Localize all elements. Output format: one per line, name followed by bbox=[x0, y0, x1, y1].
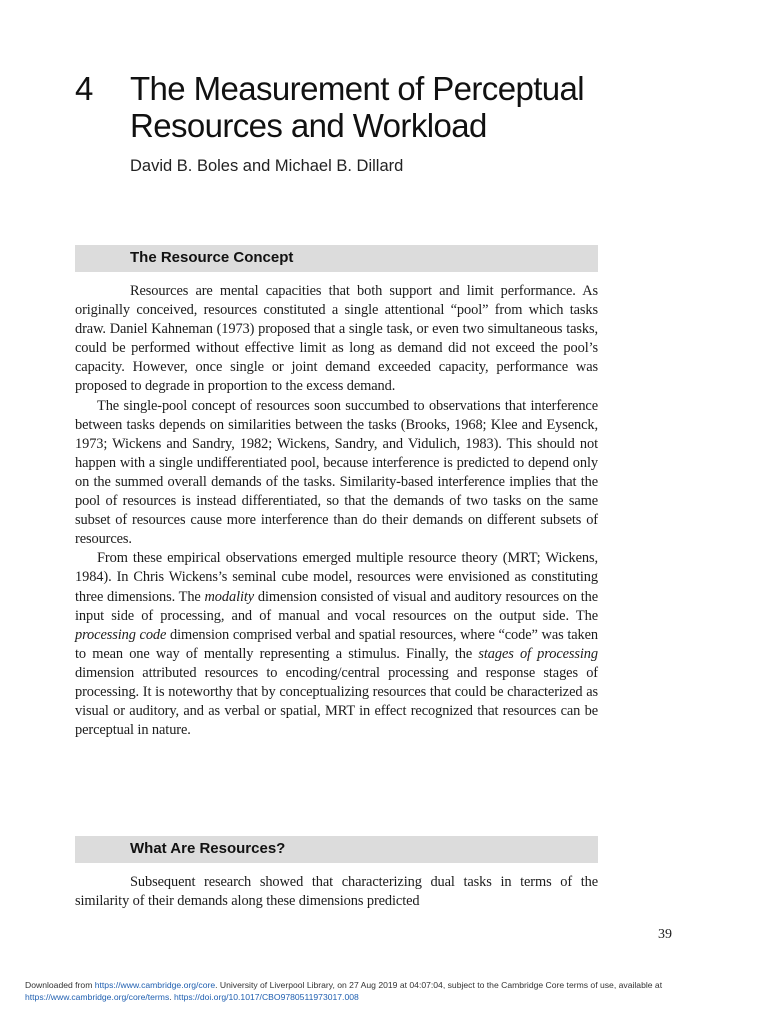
paragraph-3-text-a: From these empirical observations emerged multiple resource theory (MRT; Wickens, 1984). In Chris Wickens’s seminal cube model, resources were envisioned as constituting three dimensions. The bbox=[75, 550, 598, 605]
paragraph-2: The single-pool concept of resources soon succumbed to observations that interference between tasks depends on similarities between the tasks (Brooks, 1968; Klee and Eysenck, 1973; Wickens and Sandry, 1982; Wickens, Sandry, and Vidulich, 1983). This should not happen with a single undifferentiated pool, because interference is predicted to depend only on the summed overall demands of the tasks. Similarity-based interference implies that the pool of resources is instead differentiated, so that the demands of two tasks on the same subset of resources cause more interference than do their demands on different subsets of resources. bbox=[75, 397, 598, 548]
body-text-section-1 bbox=[75, 282, 598, 740]
footer-text-3: . bbox=[169, 992, 175, 1002]
section-heading-resource-concept: The Resource Concept bbox=[130, 249, 294, 266]
footer-link-doi[interactable]: https://doi.org/10.1017/CBO9780511973017.008 bbox=[174, 992, 359, 1002]
paragraph-4: Subsequent research showed that characterizing dual tasks in terms of the similarity of their demands along these dimensions predicted bbox=[75, 874, 598, 910]
section-heading-what-are-resources: What Are Resources? bbox=[130, 840, 286, 857]
footer-text-1: Downloaded from bbox=[25, 980, 95, 990]
download-footer bbox=[25, 979, 745, 1003]
paragraph-3-text-d: dimension attributed resources to encoding/central processing and response stages of processing. It is noteworthy that by conceptualizing resources that could be characterized as visual or auditory, and as verbal or spatial, MRT in effect recognized that resources can be perceptual in nature. bbox=[75, 664, 598, 739]
body-text-section-2 bbox=[75, 873, 598, 911]
footer-text-2: . University of Liverpool Library, on 27 Aug 2019 at 04:07:04, subject to the Cambridge Core terms of use, available at bbox=[215, 980, 663, 990]
paragraph-1: Resources are mental capacities that both support and limit performance. As originally conceived, resources constituted a single attentional “pool” from which tasks draw. Daniel Kahneman (1973) proposed that a single task, or even two simultaneous tasks, could be performed without effective limit as long as demand did not exceed the pool’s capacity. However, once single or joint demand exceeded capacity, performance was proposed to degrade in proportion to the excess demand. bbox=[75, 283, 598, 395]
chapter-title: The Measurement of Perceptual Resources and Workload bbox=[130, 70, 585, 144]
term-processing-code: processing code bbox=[75, 626, 167, 643]
section-heading-bar-what-are-resources bbox=[75, 836, 598, 863]
paragraph-3 bbox=[75, 549, 598, 740]
page-number: 39 bbox=[658, 927, 672, 942]
paragraph-3-text-c: dimension comprised verbal and spatial resources, where “code” was taken to mean one way of mentally representing a stimulus. Finally, the bbox=[75, 626, 598, 662]
section-heading-bar-resource-concept bbox=[75, 245, 598, 272]
chapter-number: 4 bbox=[75, 70, 94, 107]
term-stages-of-processing: stages of processing bbox=[478, 645, 599, 662]
paragraph-3-text-b: dimension consisted of visual and auditory resources on the input side of processing, and of manual and vocal resources on the output side. The bbox=[75, 588, 598, 624]
chapter-authors: David B. Boles and Michael B. Dillard bbox=[130, 157, 404, 175]
footer-link-core[interactable]: https://www.cambridge.org/core bbox=[94, 980, 216, 990]
term-modality: modality bbox=[204, 588, 255, 605]
footer-link-terms[interactable]: https://www.cambridge.org/core/terms bbox=[25, 992, 170, 1002]
